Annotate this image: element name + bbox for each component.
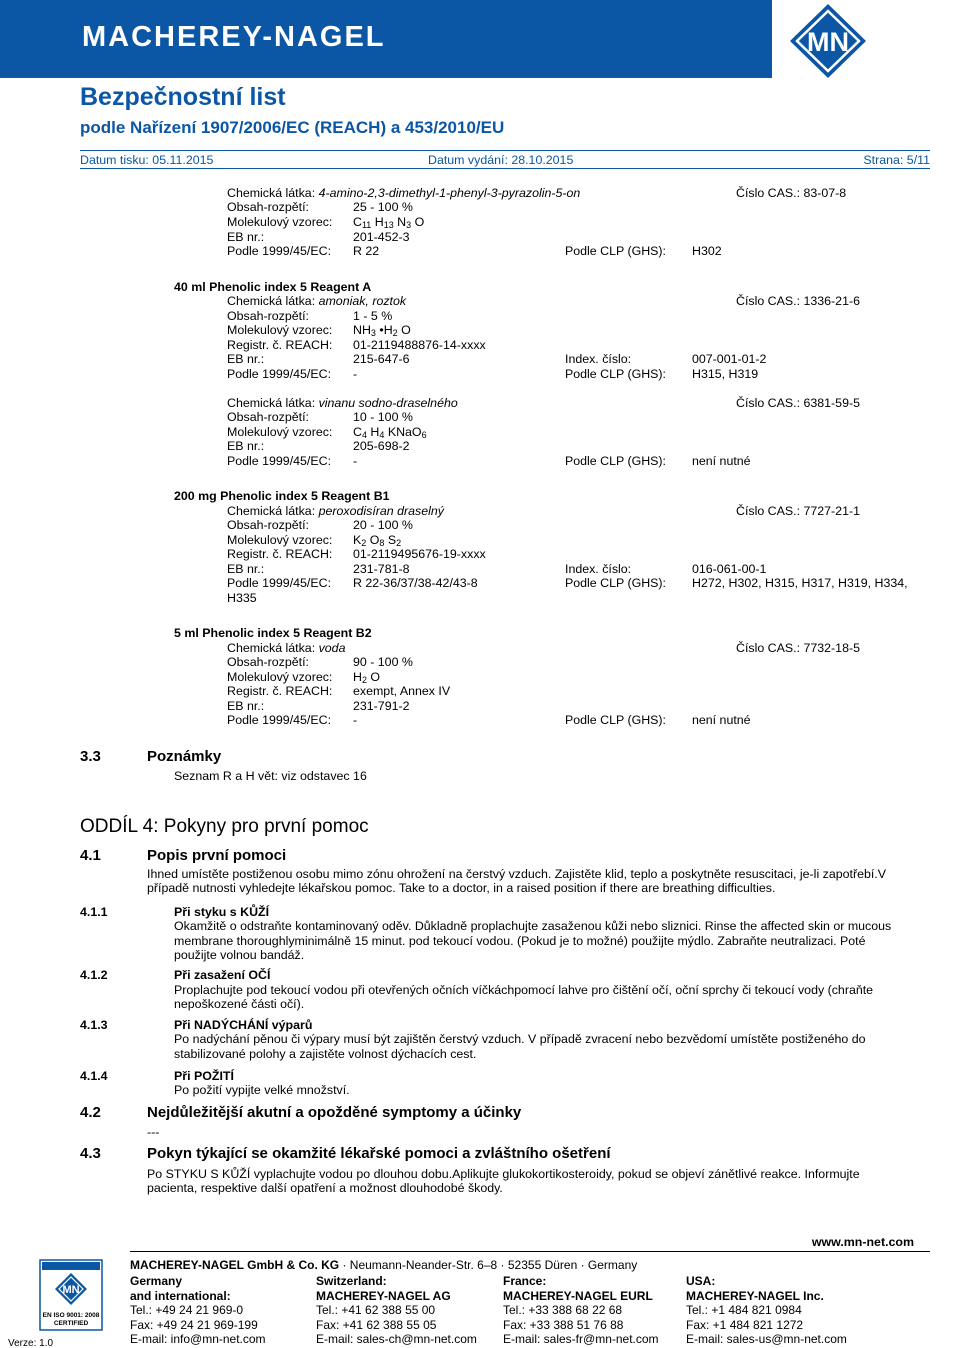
formula-label: Molekulový vzorec: — [227, 323, 333, 337]
clp-value-continued: H335 — [227, 591, 257, 605]
s43-number: 4.3 — [80, 1145, 101, 1162]
dir-label: Podle 1999/45/EC: — [227, 244, 332, 258]
footer-rule — [130, 1251, 930, 1252]
reach-value: exempt, Annex IV — [353, 684, 451, 698]
eb-label: EB nr.: — [227, 699, 265, 713]
s413-number: 4.1.3 — [80, 1018, 108, 1032]
formula-label: Molekulový vzorec: — [227, 215, 333, 229]
reach-value: 01-2119495676-19-xxxx — [353, 547, 486, 561]
cas-number: Číslo CAS.: 1336-21-6 — [736, 294, 860, 308]
reagent-b1-title: 200 mg Phenolic index 5 Reagent B1 — [174, 489, 390, 503]
s411-line: použijte volnou bandáž. — [174, 948, 305, 962]
range-label: Obsah-rozpětí: — [227, 309, 309, 323]
dir-value: R 22 — [353, 244, 380, 258]
range-value: 25 - 100 % — [353, 200, 413, 214]
eb-value: 231-791-2 — [353, 699, 410, 713]
s41-line: případě nutnosti vyhledejte lékařskou pomoc. Take to a doctor, in a raised position if there are breathing difficulties. — [147, 881, 776, 895]
dir-label: Podle 1999/45/EC: — [227, 713, 332, 727]
s414-line: Po požití vypijte velké množství. — [174, 1083, 350, 1097]
range-label: Obsah-rozpětí: — [227, 410, 309, 424]
formula-label: Molekulový vzorec: — [227, 533, 333, 547]
s414-title: Při POŽITÍ — [174, 1069, 234, 1083]
notes-title: Poznámky — [147, 748, 222, 765]
s412-number: 4.1.2 — [80, 968, 108, 982]
index-value: 016-061-00-1 — [692, 562, 767, 576]
clp-value: není nutné — [692, 454, 751, 468]
range-label: Obsah-rozpětí: — [227, 200, 309, 214]
s413-title: Při NADÝCHÁNÍ výparů — [174, 1018, 313, 1032]
s41-line: Ihned umístěte postiženou osobu mimo zónu ohrožení na čerstvý vzduch. Zajistěte klid, teplo a poskytněte resuscitaci, je-li zapotřebí.V — [147, 867, 887, 881]
print-date: Datum tisku: 05.11.2015 — [80, 153, 214, 167]
eb-value: 201-452-3 — [353, 230, 410, 244]
s41-title: Popis první pomoci — [147, 847, 287, 864]
dir-label: Podle 1999/45/EC: — [227, 454, 332, 468]
eb-label: EB nr.: — [227, 230, 265, 244]
header-rule-top — [80, 150, 930, 151]
substance-line: Chemická látka: vinanu sodno-draselného — [227, 396, 458, 410]
s43-line: pacienta, respektive další opatření a možnost dlouhodobé škody. — [147, 1181, 503, 1195]
dir-label: Podle 1999/45/EC: — [227, 576, 332, 590]
range-value: 10 - 100 % — [353, 410, 413, 424]
cas-number: Číslo CAS.: 7727-21-1 — [736, 504, 860, 518]
s413-line: stabilizované polohy a zajistěte volnost dýchacích cest. — [174, 1047, 477, 1061]
brand-name: MACHEREY-NAGEL — [82, 21, 386, 53]
index-label: Index. číslo: — [565, 352, 632, 366]
brand-bar — [0, 0, 772, 78]
issue-date: Datum vydání: 28.10.2015 — [428, 153, 574, 167]
formula-value: $K_2$ $O_8$ $S_2$ — [353, 533, 402, 548]
mn-logo — [778, 2, 878, 80]
s414-number: 4.1.4 — [80, 1069, 108, 1083]
clp-value: není nutné — [692, 713, 751, 727]
clp-label: Podle CLP (GHS): — [565, 576, 667, 590]
version: Verze: 1.0 — [8, 1338, 54, 1348]
notes-text: Seznam R a H vět: viz odstavec 16 — [174, 769, 367, 783]
badge-logo-text: MN — [62, 1284, 80, 1296]
footer-website: www.mn-net.com — [811, 1235, 914, 1249]
index-label: Index. číslo: — [565, 562, 632, 576]
dir-label: Podle 1999/45/EC: — [227, 367, 332, 381]
s41-number: 4.1 — [80, 847, 101, 864]
reach-label: Registr. č. REACH: — [227, 338, 333, 352]
section-4-title: ODDÍL 4: Pokyny pro první pomoc — [80, 816, 369, 837]
s411-line: membrane thoroughlyminimálně 15 minut. pod tekoucí vodou. (Pokud je to možné) použijte mýdlo. Zabraňte neutralizaci. Poté — [174, 934, 866, 948]
footer-contact-germany: Germany and international: Tel.: +49 24 21 969-0 Fax: +49 24 21 969-199 E-mail: info@mn-net.com — [130, 1274, 266, 1347]
clp-label: Podle CLP (GHS): — [565, 244, 667, 258]
formula-value: $C_{11}$ $H_{13}$ $N_3$ O — [353, 215, 425, 230]
s411-title: Při styku s KŮŽÍ — [174, 905, 270, 919]
range-value: 1 - 5 % — [353, 309, 393, 323]
s411-line: Okamžitě o odstraňte kontaminovaný oděv. Důkladně proplachujte zasaženou kůži nebo sliznici. Rinse the affected skin or mucous — [174, 919, 892, 933]
cas-number: Číslo CAS.: 6381-59-5 — [736, 396, 860, 410]
eb-label: EB nr.: — [227, 562, 265, 576]
dir-value: - — [353, 367, 358, 381]
footer-company-line: MACHEREY-NAGEL GmbH & Co. KG · Neumann-Neander-Str. 6–8 · 52355 Düren · Germany — [130, 1258, 638, 1272]
cert-line-1: EN ISO 9001: 2008 — [42, 1312, 100, 1319]
index-value: 007-001-01-2 — [692, 352, 767, 366]
formula-label: Molekulový vzorec: — [227, 670, 333, 684]
footer-contact-switzerland: Switzerland: MACHEREY-NAGEL AG Tel.: +41 62 388 55 00 Fax: +41 62 388 55 05 E-mail: sales-ch@mn-net.com — [316, 1274, 477, 1347]
eb-value: 205-698-2 — [353, 439, 410, 453]
range-label: Obsah-rozpětí: — [227, 655, 309, 669]
footer — [0, 1228, 960, 1348]
substance-line: Chemická látka: voda — [227, 641, 346, 655]
logo-text: MN — [807, 27, 849, 57]
notes-number: 3.3 — [80, 748, 101, 765]
page-subtitle: podle Nařízení 1907/2006/EC (REACH) a 453/2010/EU — [80, 118, 505, 137]
reagent-a-title: 40 ml Phenolic index 5 Reagent A — [174, 280, 372, 294]
reagent-b2-title: 5 ml Phenolic index 5 Reagent B2 — [174, 626, 372, 640]
reach-label: Registr. č. REACH: — [227, 547, 333, 561]
s43-title: Pokyn týkající se okamžité lékařské pomoci a zvláštního ošetření — [147, 1145, 611, 1162]
formula-value: $NH_3$ $•H_2$ O — [353, 323, 411, 338]
formula-label: Molekulový vzorec: — [227, 425, 333, 439]
substance-line: Chemická látka: peroxodisíran draselný — [227, 504, 444, 518]
formula-value: $H_2$ O — [353, 670, 381, 685]
range-value: 90 - 100 % — [353, 655, 413, 669]
clp-label: Podle CLP (GHS): — [565, 713, 667, 727]
eb-value: 215-647-6 — [353, 352, 410, 366]
footer-contact-usa: USA: MACHEREY-NAGEL Inc. Tel.: +1 484 821 0984 Fax: +1 484 821 1272 E-mail: sales-us@mn-net.com — [686, 1274, 847, 1347]
dir-value: - — [353, 713, 358, 727]
dir-value: R 22-36/37/38-42/43-8 — [353, 576, 478, 590]
s413-line: Po nadýchání pěnou či výpary musí být zajištěn čerstvý vzduch. V případě zvracení nebo bezvědomí umístěte postiženého do — [174, 1032, 866, 1046]
cas-number: Číslo CAS.: 83-07-8 — [736, 186, 847, 200]
range-value: 20 - 100 % — [353, 518, 413, 532]
footer-contact-france: France: MACHEREY-NAGEL EURL Tel.: +33 388 68 22 68 Fax: +33 388 51 76 88 E-mail: sales-fr@mn-net.com — [503, 1274, 659, 1347]
reach-value: 01-2119488876-14-xxxx — [353, 338, 486, 352]
substance-line: Chemická látka: 4-amino-2,3-dimethyl-1-phenyl-3-pyrazolin-5-on — [227, 186, 581, 200]
s43-line: Po STYKU S KŮŽÍ vyplachujte vodou po dlouhou dobu.Aplikujte glukokortikosteroidy, pokud se objeví zánětlivé reakce. Informujte — [147, 1167, 860, 1181]
formula-value: $C_4$ $H_4$ KNaO$_6$ — [353, 425, 427, 440]
reach-label: Registr. č. REACH: — [227, 684, 333, 698]
s412-title: Při zasažení OČÍ — [174, 968, 271, 982]
s411-number: 4.1.1 — [80, 905, 108, 919]
page-number: Strana: 5/11 — [863, 153, 930, 167]
clp-value: H302 — [692, 244, 722, 258]
eb-value: 231-781-8 — [353, 562, 410, 576]
s412-line: nepoškozené části očí). — [174, 997, 305, 1011]
s42-line: --- — [147, 1125, 160, 1139]
eb-label: EB nr.: — [227, 439, 265, 453]
s42-number: 4.2 — [80, 1104, 101, 1121]
dir-value: - — [353, 454, 358, 468]
clp-value: H315, H319 — [692, 367, 759, 381]
s42-title: Nejdůležitější akutní a opožděné symptomy a účinky — [147, 1104, 522, 1121]
range-label: Obsah-rozpětí: — [227, 518, 309, 532]
s412-line: Proplachujte pod tekoucí vodou při otevřených očních víčkáchpomocí lahve pro čištění očí, oční sprchy či tekoucí vody (chraňte — [174, 983, 874, 997]
substance-line: Chemická látka: amoniak, roztok — [227, 294, 407, 308]
clp-label: Podle CLP (GHS): — [565, 367, 667, 381]
iso-certificate-badge — [38, 1258, 104, 1332]
page-title: Bezpečnostní list — [80, 83, 286, 111]
clp-value: H272, H302, H315, H317, H319, H334, — [692, 576, 908, 590]
cas-number: Číslo CAS.: 7732-18-5 — [736, 641, 860, 655]
cert-line-2: CERTIFIED — [53, 1320, 89, 1327]
header-rule-bottom — [80, 168, 930, 169]
header-banner — [0, 0, 960, 82]
clp-label: Podle CLP (GHS): — [565, 454, 667, 468]
eb-label: EB nr.: — [227, 352, 265, 366]
